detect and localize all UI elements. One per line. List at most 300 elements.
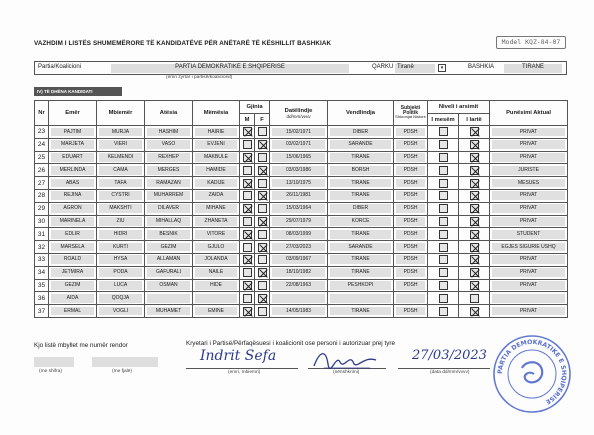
- punesimi-value: PRIVAT: [492, 153, 565, 162]
- col-memesia: Mëmësia: [193, 101, 240, 126]
- section-header: IV) TË DHËNA KANDIDATI: [34, 87, 122, 96]
- punesimi-cell[interactable]: [490, 279, 568, 292]
- gender-f-checkbox[interactable]: [258, 230, 267, 239]
- arsim-mesem-cell: [428, 292, 459, 305]
- vendlindja-cell[interactable]: [328, 279, 394, 292]
- arsim-mesem-checkbox[interactable]: [439, 243, 448, 252]
- emri-mbiemri-label: (emri, mbiemri): [228, 370, 261, 375]
- gender-m-checkbox[interactable]: [243, 191, 252, 200]
- atesia-value: VASO: [147, 140, 190, 149]
- memesia-cell[interactable]: [193, 189, 240, 202]
- mbiemri-cell[interactable]: [97, 266, 145, 279]
- mbiemri-value: HYSA: [99, 255, 142, 264]
- nenshkrimi-label: (nënshkrimi): [333, 370, 360, 375]
- party-sublabel: (emri zyrtar i partisë/koalicionit): [166, 75, 233, 80]
- arsim-larte-cell: [459, 305, 490, 318]
- memesia-cell[interactable]: [193, 292, 240, 305]
- memesia-cell[interactable]: [193, 151, 240, 164]
- gender-f-checkbox[interactable]: [258, 268, 267, 277]
- subjekti-cell[interactable]: [394, 305, 428, 318]
- memesia-cell[interactable]: [193, 266, 240, 279]
- arsim-larte-checkbox[interactable]: [470, 281, 479, 290]
- gender-m-cell: [240, 253, 255, 266]
- gender-f-checkbox[interactable]: [258, 179, 267, 188]
- gender-f-checkbox[interactable]: [258, 127, 267, 136]
- col-larte: I lartë: [459, 114, 490, 126]
- arsim-mesem-checkbox[interactable]: [439, 166, 448, 175]
- gender-m-checkbox[interactable]: [243, 217, 252, 226]
- arsim-mesem-checkbox[interactable]: [439, 153, 448, 162]
- datelindje-cell[interactable]: [270, 138, 328, 151]
- subjekti-value: PDSH: [396, 128, 425, 137]
- datelindje-cell[interactable]: [270, 202, 328, 215]
- gender-m-checkbox[interactable]: [243, 268, 252, 277]
- vendlindja-cell[interactable]: [328, 202, 394, 215]
- gender-m-cell: [240, 151, 255, 164]
- punesimi-cell[interactable]: [490, 305, 568, 318]
- gender-m-checkbox[interactable]: [243, 255, 252, 264]
- mbiemri-cell[interactable]: [97, 164, 145, 177]
- table-row: [35, 292, 568, 305]
- datelindje-cell[interactable]: [270, 266, 328, 279]
- emri-cell[interactable]: [49, 305, 97, 318]
- subjekti-value: PDSH: [396, 153, 425, 162]
- punesimi-cell[interactable]: [490, 164, 568, 177]
- punesimi-cell[interactable]: [490, 266, 568, 279]
- vendlindja-cell[interactable]: [328, 151, 394, 164]
- vendlindja-cell[interactable]: [328, 126, 394, 139]
- gender-f-checkbox[interactable]: [258, 307, 267, 316]
- arsim-larte-checkbox[interactable]: [470, 243, 479, 252]
- emri-cell[interactable]: [49, 164, 97, 177]
- arsim-mesem-checkbox[interactable]: [439, 127, 448, 136]
- memesia-cell[interactable]: [193, 305, 240, 318]
- emri-cell[interactable]: [49, 266, 97, 279]
- subjekti-value: PDSH: [396, 204, 425, 213]
- arsim-mesem-cell: [428, 138, 459, 151]
- punesimi-cell[interactable]: [490, 241, 568, 254]
- gender-m-checkbox[interactable]: [243, 294, 252, 303]
- subjekti-cell[interactable]: [394, 215, 428, 228]
- emri-cell[interactable]: [49, 279, 97, 292]
- col-datelindje: [270, 101, 328, 126]
- row-number: 24: [35, 138, 49, 151]
- memesia-value: KADIJE: [195, 179, 237, 188]
- gender-f-checkbox[interactable]: [258, 153, 267, 162]
- arsim-larte-checkbox[interactable]: [470, 294, 479, 303]
- party-row: [34, 61, 567, 75]
- mbiemri-cell[interactable]: [97, 292, 145, 305]
- datelindje-cell[interactable]: [270, 241, 328, 254]
- mbiemri-cell[interactable]: [97, 228, 145, 241]
- gender-m-checkbox[interactable]: [243, 204, 252, 213]
- datelindje-cell[interactable]: [270, 228, 328, 241]
- datelindje-value: 14/05/1983: [272, 307, 325, 316]
- atesia-cell[interactable]: [145, 215, 193, 228]
- subjekti-value: PDSH: [396, 140, 425, 149]
- memesia-cell[interactable]: [193, 228, 240, 241]
- memesia-cell[interactable]: [193, 177, 240, 190]
- datelindje-value: 15/02/1971: [272, 128, 325, 137]
- me-fjale-label: (me fjalë): [112, 369, 132, 374]
- emri-value: ERMAL: [51, 307, 94, 316]
- atesia-cell[interactable]: [145, 189, 193, 202]
- mbiemri-cell[interactable]: [97, 202, 145, 215]
- datelindje-cell[interactable]: [270, 126, 328, 139]
- arsim-larte-cell: [459, 228, 490, 241]
- subjekti-value: PDSH: [396, 255, 425, 264]
- punesimi-value: PRIVAT: [492, 140, 565, 149]
- vendlindja-cell[interactable]: [328, 305, 394, 318]
- col-emri: Emër: [49, 101, 97, 126]
- mbiemri-cell[interactable]: [97, 215, 145, 228]
- datelindje-cell[interactable]: [270, 253, 328, 266]
- gender-m-cell: [240, 305, 255, 318]
- atesia-cell[interactable]: [145, 126, 193, 139]
- subjekti-cell[interactable]: [394, 202, 428, 215]
- vendlindja-value: TIRANE: [330, 179, 391, 188]
- arsim-mesem-checkbox[interactable]: [439, 179, 448, 188]
- vendlindja-cell[interactable]: [328, 241, 394, 254]
- arsim-mesem-cell: [428, 253, 459, 266]
- subjekti-cell[interactable]: [394, 151, 428, 164]
- atesia-value: BESNIK: [147, 230, 190, 239]
- list-closing-text: Kjo listë mbyllet me numër rendor: [34, 342, 128, 349]
- emri-cell[interactable]: [49, 151, 97, 164]
- punesimi-cell[interactable]: [490, 126, 568, 139]
- arsim-larte-cell: [459, 151, 490, 164]
- gender-m-checkbox[interactable]: [243, 127, 252, 136]
- gender-m-cell: [240, 241, 255, 254]
- gender-f-cell: [255, 189, 270, 202]
- punesimi-cell[interactable]: [490, 292, 568, 305]
- arsim-larte-checkbox[interactable]: [470, 255, 479, 264]
- signature-scribble: [310, 346, 380, 372]
- punesimi-cell[interactable]: [490, 202, 568, 215]
- memesia-cell[interactable]: [193, 202, 240, 215]
- memesia-value: [195, 294, 237, 303]
- subjekti-cell[interactable]: [394, 266, 428, 279]
- arsim-mesem-checkbox[interactable]: [439, 307, 448, 316]
- mbiemri-cell[interactable]: [97, 138, 145, 151]
- datelindje-cell[interactable]: [270, 164, 328, 177]
- subjekti-cell[interactable]: [394, 177, 428, 190]
- datelindje-value: [272, 294, 325, 303]
- memesia-cell[interactable]: [193, 279, 240, 292]
- closing-number-digits[interactable]: [34, 357, 74, 367]
- punesimi-cell[interactable]: [490, 253, 568, 266]
- memesia-value: MIHANE: [195, 204, 237, 213]
- subjekti-cell[interactable]: [394, 164, 428, 177]
- vendlindja-value: BORSH: [330, 166, 391, 175]
- vendlindja-cell[interactable]: [328, 253, 394, 266]
- subjekti-cell[interactable]: [394, 253, 428, 266]
- arsim-larte-checkbox[interactable]: [470, 268, 479, 277]
- mbiemri-cell[interactable]: [97, 177, 145, 190]
- mbiemri-cell[interactable]: [97, 305, 145, 318]
- gender-m-checkbox[interactable]: [243, 281, 252, 290]
- atesia-cell[interactable]: [145, 177, 193, 190]
- gender-f-checkbox[interactable]: [258, 140, 267, 149]
- emri-value: AGRON: [51, 204, 94, 213]
- subjekti-value: PDSH: [396, 166, 425, 175]
- candidates-table: [34, 100, 568, 318]
- memesia-cell[interactable]: [193, 253, 240, 266]
- datelindje-cell[interactable]: [270, 151, 328, 164]
- atesia-cell[interactable]: [145, 138, 193, 151]
- datelindje-cell[interactable]: [270, 189, 328, 202]
- arsim-larte-cell: [459, 279, 490, 292]
- row-number: 29: [35, 202, 49, 215]
- col-niveli: Niveli i arsimit: [428, 101, 490, 114]
- arsim-mesem-checkbox[interactable]: [439, 204, 448, 213]
- mbiemri-cell[interactable]: [97, 126, 145, 139]
- atesia-cell[interactable]: [145, 228, 193, 241]
- row-number: 30: [35, 215, 49, 228]
- emri-cell[interactable]: [49, 292, 97, 305]
- emri-cell[interactable]: [49, 126, 97, 139]
- table-row: [35, 266, 568, 279]
- vendlindja-value: TIRANE: [330, 153, 391, 162]
- emri-cell[interactable]: [49, 241, 97, 254]
- memesia-cell[interactable]: [193, 138, 240, 151]
- atesia-value: RAMAZAN: [147, 179, 190, 188]
- gender-m-checkbox[interactable]: [243, 243, 252, 252]
- datelindje-cell[interactable]: [270, 305, 328, 318]
- datelindje-cell[interactable]: [270, 279, 328, 292]
- arsim-mesem-checkbox[interactable]: [439, 140, 448, 149]
- vendlindja-value: DIBER: [330, 204, 391, 213]
- emri-cell[interactable]: [49, 228, 97, 241]
- vendlindja-value: [330, 294, 391, 303]
- arsim-larte-checkbox[interactable]: [470, 230, 479, 239]
- vendlindja-cell[interactable]: [328, 164, 394, 177]
- emri-value: AIDA: [51, 294, 94, 303]
- emri-cell[interactable]: [49, 215, 97, 228]
- arsim-larte-checkbox[interactable]: [470, 307, 479, 316]
- signatory-text: Kryetari i Partisë/Përfaqësuesi i koalicionit ose personi i autorizuar prej tyre: [186, 340, 395, 347]
- vendlindja-value: PESHKOPI: [330, 281, 391, 290]
- atesia-value: GEZIM: [147, 243, 190, 252]
- emri-cell[interactable]: [49, 189, 97, 202]
- col-atesia: Atësia: [145, 101, 193, 126]
- atesia-value: MUHARREM: [147, 191, 190, 200]
- mbiemri-value: CYSTRI: [99, 191, 142, 200]
- gender-f-checkbox[interactable]: [258, 294, 267, 303]
- vendlindja-value: SARANDE: [330, 243, 391, 252]
- vendlindja-cell[interactable]: [328, 215, 394, 228]
- datelindje-value: 29/07/1979: [272, 217, 325, 226]
- subjekti-cell[interactable]: [394, 292, 428, 305]
- emri-value: MARINELA: [51, 217, 94, 226]
- col-punesimi: Punësimi Aktual: [490, 101, 568, 126]
- memesia-cell[interactable]: [193, 215, 240, 228]
- arsim-mesem-checkbox[interactable]: [439, 281, 448, 290]
- arsim-mesem-checkbox[interactable]: [439, 294, 448, 303]
- gender-m-checkbox[interactable]: [243, 307, 252, 316]
- atesia-value: ALLAMAN: [147, 255, 190, 264]
- col-vendlindja: Vendlindja: [328, 101, 394, 126]
- atesia-cell[interactable]: [145, 241, 193, 254]
- gender-m-cell: [240, 126, 255, 139]
- arsim-larte-checkbox[interactable]: [470, 179, 479, 188]
- arsim-larte-cell: [459, 292, 490, 305]
- row-number: 35: [35, 279, 49, 292]
- signer-name-handwritten: Indrit Sefa: [200, 348, 277, 364]
- emri-value: MARJETA: [51, 140, 94, 149]
- punesimi-cell[interactable]: [490, 228, 568, 241]
- memesia-cell[interactable]: [193, 241, 240, 254]
- gender-m-cell: [240, 138, 255, 151]
- mbiemri-value: TAFA: [99, 179, 142, 188]
- gender-f-checkbox[interactable]: [258, 204, 267, 213]
- subjekti-cell[interactable]: [394, 241, 428, 254]
- bashkia-label: BASHKIA: [468, 64, 495, 70]
- arsim-mesem-checkbox[interactable]: [439, 191, 448, 200]
- arsim-mesem-checkbox[interactable]: [439, 268, 448, 277]
- table-row: [35, 279, 568, 292]
- mbiemri-value: HIDRI: [99, 230, 142, 239]
- subjekti-cell[interactable]: [394, 279, 428, 292]
- arsim-larte-checkbox[interactable]: [470, 191, 479, 200]
- memesia-value: EVJENI: [195, 140, 237, 149]
- atesia-value: MERGES: [147, 166, 190, 175]
- arsim-mesem-checkbox[interactable]: [439, 230, 448, 239]
- subjekti-value: PDSH: [396, 230, 425, 239]
- emri-cell[interactable]: [49, 138, 97, 151]
- atesia-cell[interactable]: [145, 266, 193, 279]
- gender-f-checkbox[interactable]: [258, 191, 267, 200]
- candidates-body: [35, 126, 568, 318]
- memesia-value: GJULO: [195, 243, 237, 252]
- mbiemri-value: LUCA: [99, 281, 142, 290]
- vendlindja-cell[interactable]: [328, 292, 394, 305]
- gender-f-checkbox[interactable]: [258, 166, 267, 175]
- document-title: VAZHDIM I LISTËS SHUMEMËRORE TË KANDIDATËVE PËR ANËTARË TË KËSHILLIT BASHKIAK: [34, 40, 332, 47]
- emri-cell[interactable]: [49, 177, 97, 190]
- bashkia-value: TIRANE: [521, 64, 544, 70]
- memesia-value: HAIRIE: [195, 128, 237, 137]
- arsim-larte-cell: [459, 202, 490, 215]
- punesimi-value: MESUES: [492, 179, 565, 188]
- mbiemri-cell[interactable]: [97, 241, 145, 254]
- emri-cell[interactable]: [49, 202, 97, 215]
- closing-number-words[interactable]: [92, 357, 158, 367]
- emri-value: MARSELA: [51, 243, 94, 252]
- arsim-larte-checkbox[interactable]: [470, 153, 479, 162]
- atesia-cell[interactable]: [145, 279, 193, 292]
- memesia-cell[interactable]: [193, 126, 240, 139]
- arsim-mesem-checkbox[interactable]: [439, 217, 448, 226]
- mbiemri-cell[interactable]: [97, 253, 145, 266]
- col-datelindje-label: Datëlindje: [284, 107, 313, 114]
- bashkia-field[interactable]: [504, 64, 562, 73]
- subjekti-value: PDSH: [396, 307, 425, 316]
- vendlindja-cell[interactable]: [328, 177, 394, 190]
- datelindje-cell[interactable]: [270, 215, 328, 228]
- memesia-cell[interactable]: [193, 164, 240, 177]
- arsim-larte-cell: [459, 164, 490, 177]
- gender-f-checkbox[interactable]: [258, 255, 267, 264]
- vendlindja-value: KORCE: [330, 217, 391, 226]
- punesimi-cell[interactable]: [490, 215, 568, 228]
- gender-m-checkbox[interactable]: [243, 179, 252, 188]
- mbiemri-cell[interactable]: [97, 151, 145, 164]
- gender-f-cell: [255, 279, 270, 292]
- arsim-mesem-cell: [428, 126, 459, 139]
- punesimi-cell[interactable]: [490, 189, 568, 202]
- arsim-mesem-cell: [428, 215, 459, 228]
- gender-m-checkbox[interactable]: [243, 153, 252, 162]
- arsim-larte-cell: [459, 138, 490, 151]
- gender-m-checkbox[interactable]: [243, 140, 252, 149]
- qarku-select[interactable]: [395, 64, 435, 73]
- punesimi-cell[interactable]: [490, 177, 568, 190]
- gender-m-checkbox[interactable]: [243, 166, 252, 175]
- date-line: [398, 368, 490, 369]
- subjekti-value: [396, 294, 425, 303]
- atesia-cell[interactable]: [145, 292, 193, 305]
- gender-f-checkbox[interactable]: [258, 281, 267, 290]
- gender-f-cell: [255, 305, 270, 318]
- punesimi-cell[interactable]: [490, 151, 568, 164]
- arsim-larte-checkbox[interactable]: [470, 140, 479, 149]
- sign-date-handwritten: 27/03/2023: [412, 348, 487, 363]
- datelindje-value: 03/03/1986: [272, 166, 325, 175]
- atesia-cell[interactable]: [145, 151, 193, 164]
- subjekti-value: PDSH: [396, 191, 425, 200]
- col-m: M: [240, 114, 255, 126]
- arsim-larte-checkbox[interactable]: [470, 166, 479, 175]
- arsim-larte-cell: [459, 266, 490, 279]
- atesia-cell[interactable]: [145, 253, 193, 266]
- emri-cell[interactable]: [49, 253, 97, 266]
- vendlindja-cell[interactable]: [328, 138, 394, 151]
- arsim-larte-checkbox[interactable]: [470, 204, 479, 213]
- arsim-larte-cell: [459, 189, 490, 202]
- datelindje-cell[interactable]: [270, 177, 328, 190]
- subjekti-cell[interactable]: [394, 138, 428, 151]
- subjekti-cell[interactable]: [394, 189, 428, 202]
- gender-f-checkbox[interactable]: [258, 243, 267, 252]
- gender-m-checkbox[interactable]: [243, 230, 252, 239]
- atesia-cell[interactable]: [145, 305, 193, 318]
- table-row: [35, 215, 568, 228]
- party-name-field[interactable]: [111, 64, 349, 73]
- col-mbiemri: Mbiemër: [97, 101, 145, 126]
- subjekti-cell[interactable]: [394, 228, 428, 241]
- subjekti-cell[interactable]: [394, 126, 428, 139]
- atesia-cell[interactable]: [145, 164, 193, 177]
- vendlindja-cell[interactable]: [328, 228, 394, 241]
- chevron-down-icon[interactable]: ▾: [438, 64, 446, 72]
- datelindje-cell[interactable]: [270, 292, 328, 305]
- vendlindja-cell[interactable]: [328, 189, 394, 202]
- arsim-larte-checkbox[interactable]: [470, 127, 479, 136]
- arsim-mesem-checkbox[interactable]: [439, 255, 448, 264]
- arsim-mesem-cell: [428, 241, 459, 254]
- atesia-cell[interactable]: [145, 202, 193, 215]
- mbiemri-cell[interactable]: [97, 189, 145, 202]
- vendlindja-value: TIRANE: [330, 307, 391, 316]
- gender-f-cell: [255, 138, 270, 151]
- gender-f-checkbox[interactable]: [258, 217, 267, 226]
- mbiemri-cell[interactable]: [97, 279, 145, 292]
- row-number: 37: [35, 305, 49, 318]
- vendlindja-cell[interactable]: [328, 266, 394, 279]
- arsim-larte-checkbox[interactable]: [470, 217, 479, 226]
- punesimi-cell[interactable]: [490, 138, 568, 151]
